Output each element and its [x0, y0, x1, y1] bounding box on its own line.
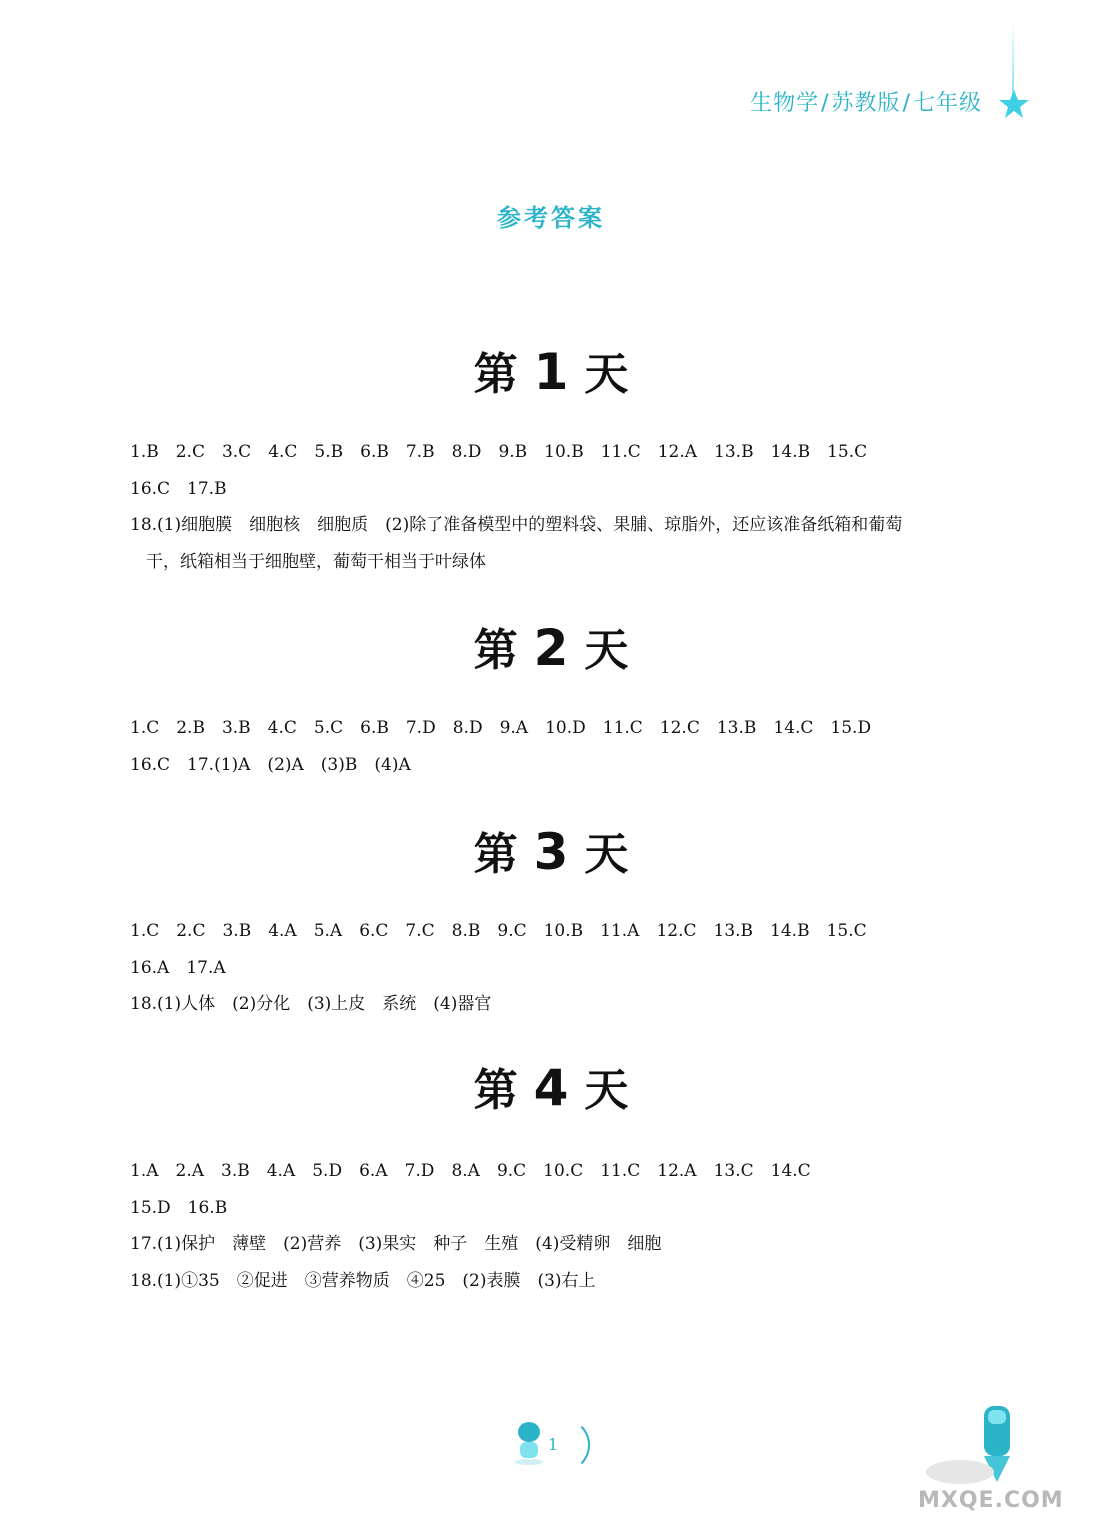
answer-item: 12.C — [656, 921, 697, 941]
header-decoration-line — [1012, 20, 1014, 98]
answer-item: 4.A — [268, 921, 297, 941]
answer-line: 18.(1)细胞膜 细胞核 细胞质 (2)除了准备模型中的塑料袋、果脯、琼脂外，还应该准备纸箱和葡萄 — [130, 515, 903, 535]
answer-item: 6.A — [359, 1161, 388, 1181]
answer-item: 4.A — [266, 1161, 296, 1181]
day-title-suffix: 天 — [584, 1065, 629, 1116]
answer-item: 1.C — [130, 718, 160, 738]
answer-item: 16.B — [187, 1197, 228, 1218]
answer-item: 7.B — [405, 442, 435, 462]
answer-item: 1.B — [130, 442, 159, 462]
answer-line — [130, 1190, 990, 1227]
answer-item: 2.C — [175, 442, 205, 462]
answer-item: 8.D — [451, 442, 482, 462]
answer-item: 12.C — [659, 718, 700, 738]
day-title — [0, 338, 1102, 402]
header-subject: 生物学 — [750, 91, 820, 116]
answer-item: 5.A — [313, 921, 343, 941]
answer-item: 10.D — [545, 718, 586, 738]
answer-item: 14.C — [773, 718, 814, 738]
answer-line — [130, 950, 990, 987]
answer-item: 16.C — [130, 478, 171, 499]
header-separator: / — [902, 91, 911, 116]
answer-item: 10.B — [543, 921, 584, 941]
answer-item: 15.C — [827, 442, 868, 462]
answer-line: 16.C 17.(1)A (2)A (3)B (4)A — [130, 754, 411, 775]
answer-item: 7.C — [405, 921, 435, 941]
answer-item: 15.D — [830, 718, 872, 738]
answer-item: 1.A — [130, 1161, 159, 1181]
answer-item: 8.A — [451, 1161, 480, 1181]
watermark: MXQE.COM — [918, 1488, 1064, 1513]
page-number: 1 — [548, 1435, 559, 1454]
header-edition: 苏教版 — [831, 91, 901, 116]
answer-item: 15.D — [130, 1197, 171, 1218]
day-title-number: 3 — [533, 823, 569, 881]
day-title-suffix: 天 — [584, 349, 629, 400]
answer-item: 8.D — [452, 718, 483, 738]
answer-item: 11.C — [600, 1161, 641, 1181]
answer-item: 3.C — [221, 442, 252, 462]
answer-item: 14.B — [770, 921, 810, 941]
answer-line — [130, 471, 990, 508]
answer-item: 11.C — [602, 718, 643, 738]
header-grade: 七年级 — [912, 91, 982, 116]
answer-item: 3.B — [221, 718, 251, 738]
answer-item: 10.C — [543, 1161, 584, 1181]
answer-line: 18.(1)人体 (2)分化 (3)上皮 系统 (4)器官 — [130, 994, 492, 1014]
answer-item: 4.C — [267, 718, 297, 738]
answer-item: 13.B — [716, 718, 757, 738]
day-title — [0, 1054, 1102, 1118]
answer-item: 13.B — [714, 442, 754, 462]
answer-item: 13.C — [713, 1161, 754, 1181]
answer-item: 8.B — [451, 921, 481, 941]
answer-item: 3.B — [221, 1161, 250, 1181]
answer-item: 7.D — [404, 1161, 435, 1181]
answer-item: 12.A — [657, 442, 698, 462]
answer-item: 9.C — [497, 921, 527, 941]
answer-line — [130, 710, 990, 747]
answer-item: 9.A — [499, 718, 529, 738]
answer-item: 9.B — [498, 442, 528, 462]
answer-item: 5.B — [314, 442, 344, 462]
answer-line: 18.(1)①35 ②促进 ③营养物质 ④25 (2)表膜 (3)右上 — [130, 1270, 596, 1291]
answer-item: 6.C — [359, 921, 389, 941]
answer-line — [130, 913, 990, 950]
answer-item: 1.C — [130, 921, 160, 941]
answer-item: 2.C — [176, 921, 206, 941]
mascot-icon — [512, 1418, 546, 1466]
answer-block — [130, 913, 990, 1023]
star-icon — [998, 88, 1030, 120]
day-title-prefix: 第 — [473, 349, 518, 400]
answer-item: 17.A — [186, 957, 226, 978]
answer-item: 11.A — [600, 921, 640, 941]
day-title-prefix: 第 — [473, 829, 518, 880]
answer-item: 14.C — [770, 1161, 811, 1181]
day-title-suffix: 天 — [584, 829, 629, 880]
day-title-prefix: 第 — [473, 1065, 518, 1116]
day-title-number: 1 — [533, 343, 569, 401]
answer-line — [130, 434, 990, 471]
answer-line: 17.(1)保护 薄壁 (2)营养 (3)果实 种子 生殖 (4)受精卵 细胞 — [130, 1234, 662, 1254]
day-title-suffix: 天 — [584, 625, 629, 676]
answer-item: 5.C — [313, 718, 344, 738]
day-title — [0, 818, 1102, 882]
answer-item: 15.C — [826, 921, 867, 941]
answer-item: 17.B — [187, 478, 227, 499]
answer-item: 6.B — [360, 718, 389, 738]
answer-item: 2.B — [176, 718, 205, 738]
answer-block — [130, 1153, 990, 1299]
answer-item: 7.D — [405, 718, 436, 738]
page-title: 参考答案 — [497, 203, 605, 232]
day-title-prefix: 第 — [473, 625, 518, 676]
answer-block — [130, 710, 990, 783]
pencil-mascot-icon — [920, 1402, 1030, 1492]
day-title — [0, 614, 1102, 678]
answer-item: 16.A — [130, 957, 170, 978]
answer-item: 9.C — [496, 1161, 527, 1181]
answer-item: 4.C — [268, 442, 298, 462]
answer-item: 2.A — [175, 1161, 204, 1181]
header-separator: / — [821, 91, 830, 116]
answer-item: 6.B — [360, 442, 389, 462]
answer-item: 10.B — [544, 442, 584, 462]
answer-line: 干，纸箱相当于细胞壁，葡萄干相当于叶绿体 — [146, 551, 486, 572]
answer-block — [130, 434, 990, 580]
day-title-number: 4 — [533, 1059, 569, 1117]
answer-item: 12.A — [657, 1161, 697, 1181]
page-number-arc — [558, 1418, 590, 1472]
answer-line — [130, 1153, 990, 1190]
day-title-number: 2 — [533, 619, 569, 677]
answer-item: 13.B — [713, 921, 754, 941]
page-header — [750, 86, 982, 117]
answer-item: 3.B — [222, 921, 252, 941]
answer-item: 14.B — [770, 442, 811, 462]
answer-item: 5.D — [312, 1161, 343, 1181]
answer-item: 11.C — [600, 442, 641, 462]
